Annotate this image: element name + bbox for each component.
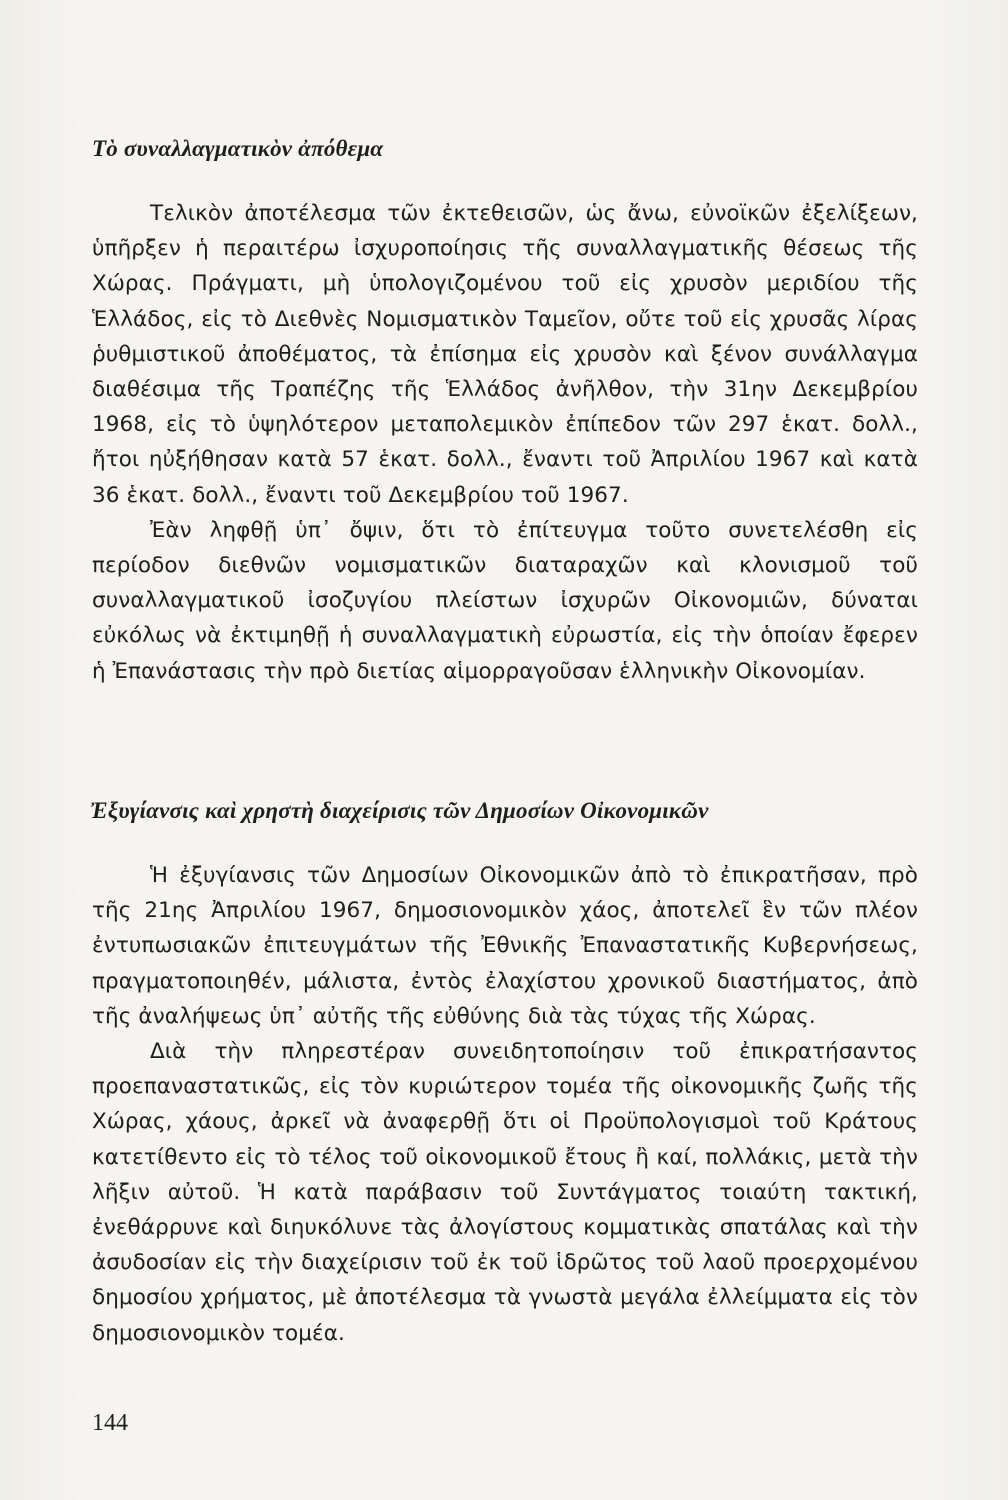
section-heading-exchange-reserves: Τὸ συναλλαγματικὸν ἀπόθεμα <box>92 136 384 161</box>
paragraph: Ἡ ἐξυγίανσις τῶν Δημοσίων Οἰκονομικῶν ἀπὸ τὸ ἐπικρατῆσαν, πρὸ τῆς 21ης Ἀπριλίου 1967, δημοσιονομικὸν χάος, ἀποτελεῖ ἓν τῶν πλέον ἐντυπωσιακῶν ἐπιτευγμάτων τῆς Ἐθνικῆς Ἐπαναστατικῆς Κυβερνήσεως, πραγματοποιηθέν, μάλιστα, ἐντὸς ἐλαχίστου χρονικοῦ διαστήματος, ἀπὸ τῆς ἀναλήψεως ὑπ᾿ αὐτῆς τῆς εὐθύνης διὰ τὰς τύχας τῆς Χώρας. <box>92 863 918 1029</box>
section-heading-public-finances: Ἐξυγίανσις καὶ χρηστὴ διαχείρισις τῶν Δημοσίων Οἰκονομικῶν <box>90 798 709 823</box>
paragraph: Διὰ τὴν πληρεστέραν συνειδητοποίησιν τοῦ ἐπικρατήσαντος προεπαναστατικῶς, εἰς τὸν κυριώτερον τομέα τῆς οἰκονομικῆς ζωῆς τῆς Χώρας, χάους, ἀρκεῖ νὰ ἀναφερθῇ ὅτι οἱ Προϋπολογισμοὶ τοῦ Κράτους κατετίθεντο εἰς τὸ τέλος τοῦ οἰκονομικοῦ ἔτους ἢ καί, πολλάκις, μετὰ τὴν λῆξιν αὐτοῦ. Ἡ κατὰ παράβασιν τοῦ Συντάγματος τοιαύτη τακτική, ἐνεθάρρυνε καὶ διηυκόλυνε τὰς ἀλογίστους κομματικὰς σπατάλας καὶ τὴν ἀσυδοσίαν εἰς τὴν διαχείρισιν τοῦ ἐκ τοῦ ἱδρῶτος τοῦ λαοῦ προερχομένου δημοσίου χρήματος, μὲ ἀποτέλεσμα τὰ γνωστὰ μεγάλα ἐλλείμματα εἰς τὸν δημοσιονομικὸν τομέα. <box>92 1039 918 1346</box>
page-number: 144 <box>92 1410 128 1436</box>
paragraph: Τελικὸν ἀποτέλεσμα τῶν ἐκτεθεισῶν, ὡς ἄνω, εὐνοϊκῶν ἐξελίξεων, ὑπῆρξεν ἡ περαιτέρω ἰσχυροποίησις τῆς συναλλαγματικῆς θέσεως τῆς Χώρας. Πράγματι, μὴ ὑπολογιζομένου τοῦ εἰς χρυσὸν μεριδίου τῆς Ἑλλάδος, εἰς τὸ Διεθνὲς Νομισματικὸν Ταμεῖον, οὔτε τοῦ εἰς χρυσᾶς λίρας ῥυθμιστικοῦ ἀποθέματος, τὰ ἐπίσημα εἰς χρυσὸν καὶ ξένον συνάλλαγμα διαθέσιμα τῆς Τραπέζης τῆς Ἑλλάδος ἀνῆλθον, τὴν 31ην Δεκεμβρίου 1968, εἰς τὸ ὑψηλότερον μεταπολεμικὸν ἐπίπεδον τῶν 297 ἑκατ. δολλ., ἤτοι ηὐξήθησαν κατὰ 57 ἑκατ. δολλ., ἔναντι τοῦ Ἀπριλίου 1967 καὶ κατὰ 36 ἑκατ. δολλ., ἔναντι τοῦ Δεκεμβρίου τοῦ 1967. <box>92 201 918 508</box>
paragraph: Ἐὰν ληφθῇ ὑπ᾿ ὄψιν, ὅτι τὸ ἐπίτευγμα τοῦτο συνετελέσθη εἰς περίοδον διεθνῶν νομισματικῶν διαταραχῶν καὶ κλονισμοῦ τοῦ συναλλαγματικοῦ ἰσοζυγίου πλείστων ἰσχυρῶν Οἰκονομιῶν, δύναται εὐκόλως νὰ ἐκτιμηθῇ ἡ συναλλαγματικὴ εὐρωστία, εἰς τὴν ὁποίαν ἔφερεν ἡ Ἐπανάστασις τὴν πρὸ διετίας αἱμορραγοῦσαν ἑλληνικὴν Οἰκονομίαν. <box>92 517 918 684</box>
section-body-exchange-reserves <box>92 196 918 689</box>
section-body-public-finances <box>92 858 918 1351</box>
